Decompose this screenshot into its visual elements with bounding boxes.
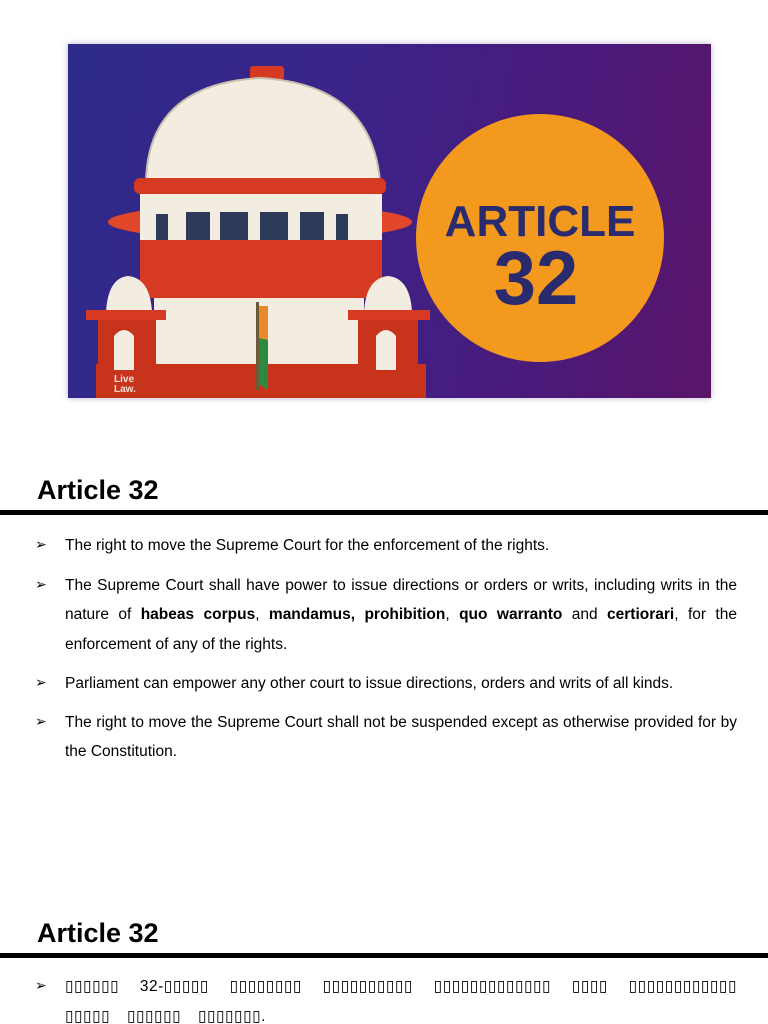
list-item: ➢ The right to move the Supreme Court shall not be suspended except as otherwise provided for by the Constitution. [0, 708, 768, 767]
section-title-second: Article 32 [37, 918, 159, 948]
list-item: ➢ Parliament can empower any other court to issue directions, orders and writs of all kinds. [0, 669, 768, 699]
section-title-english: Article 32 [37, 475, 159, 505]
list-item: ➢ The right to move the Supreme Court for the enforcement of the rights. [0, 531, 768, 561]
watermark-line-2: Law. [114, 384, 136, 395]
article-points-list [0, 531, 768, 767]
section-divider [0, 953, 768, 958]
writ-habeas-corpus: habeas corpus [140, 606, 256, 623]
section-divider [0, 510, 768, 515]
arrow-bullet-icon: ➢ [35, 575, 47, 592]
badge-number: 32 [493, 236, 579, 321]
list-item: ➢ ▯▯▯▯▯▯ 32-▯▯▯▯▯ ▯▯▯▯▯▯▯▯ ▯▯▯▯▯▯▯▯▯▯ ▯▯▯▯▯▯▯▯▯▯▯▯▯ ▯▯▯▯ ▯▯▯▯▯▯▯▯▯▯▯▯ ▯▯▯▯▯ ▯▯▯▯▯▯ ▯▯▯▯▯▯▯. [0, 972, 768, 1024]
supreme-court-building-illustration [86, 66, 430, 398]
watermark-line-1: Live [114, 374, 135, 385]
article-points-list-second [0, 972, 768, 1024]
writ-certiorari: certiorari [607, 606, 675, 623]
badge-title: ARTICLE [444, 197, 636, 246]
writ-quo-warranto: quo warranto [459, 606, 563, 623]
arrow-bullet-icon: ➢ [35, 977, 48, 993]
arrow-bullet-icon: ➢ [35, 674, 47, 690]
arrow-bullet-icon: ➢ [35, 536, 47, 552]
article-32-banner-image [68, 44, 711, 398]
arrow-bullet-icon: ➢ [35, 712, 47, 729]
list-item: ➢ The Supreme Court shall have power to issue directions or orders or writs, including writs in the nature of habeas corpus, mandamus, prohibition, quo warranto and certiorari, for the enforcement of any of the rights. [0, 571, 768, 660]
writ-mandamus-prohibition: mandamus, prohibition [268, 606, 446, 623]
